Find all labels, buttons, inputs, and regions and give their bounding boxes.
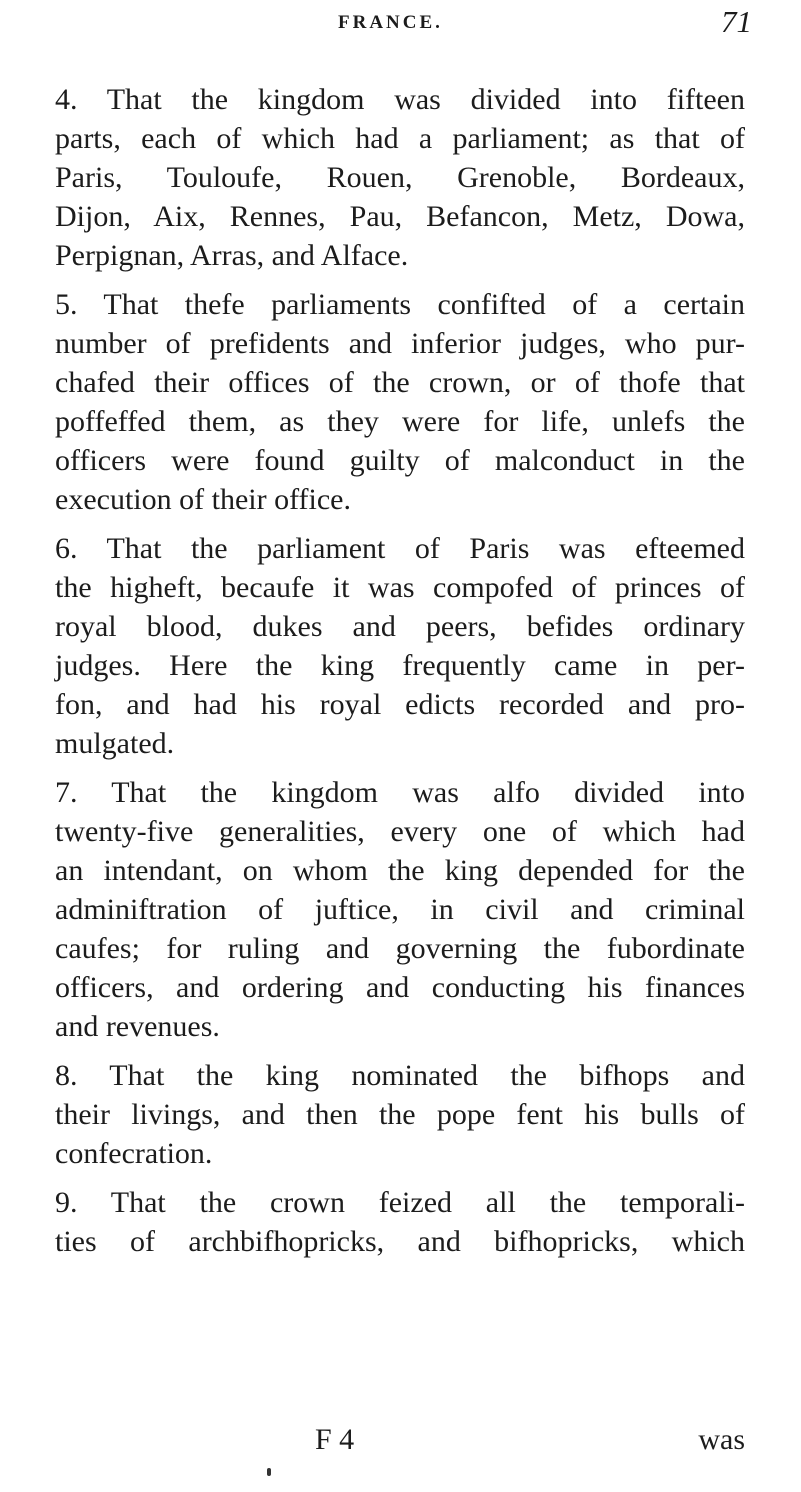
paragraph-5 [55,285,745,519]
text-line: chafed their offices of the crown, or of thofe that [55,366,745,399]
text-line: ties of archbifhopricks, and bifhopricks, which [55,1225,745,1258]
text-line: execution of their office. [55,483,351,516]
text-line: poffeffed them, as they were for life, unlefs the [55,405,745,438]
ink-speck [267,1468,271,1476]
paragraph-7 [55,773,745,1046]
text-line: fon, and had his royal edicts recorded and pro- [55,688,745,721]
text-line: confecration. [55,1137,213,1170]
text-line: Dijon, Aix, Rennes, Pau, Befancon, Metz, Dowa, [55,200,745,233]
text-line: judges. Here the king frequently came in per- [55,649,745,682]
text-line: mulgated. [55,727,175,760]
text-line: the higheft, becaufe it was compofed of princes of [55,571,745,604]
text-line: 7. That the kingdom was alfo divided into [55,776,745,809]
text-line: officers were found guilty of malconduct in the [55,444,745,477]
text-line: 8. That the king nominated the bifhops and [55,1059,745,1092]
text-line: parts, each of which had a parliament; as that of [55,122,745,155]
signature-mark: F 4 [315,1423,355,1456]
text-line: twenty-five generalities, every one of which had [55,815,745,848]
text-line: 6. That the parliament of Paris was efteemed [55,532,745,565]
text-line: caufes; for ruling and governing the fubordinate [55,932,745,965]
text-line: officers, and ordering and conducting his finances [55,971,745,1004]
page-number: 71 [721,4,752,39]
text-line: number of prefidents and inferior judges, who pur- [55,327,745,360]
body-text [55,28,745,1271]
text-line: 9. That the crown feized all the temporali- [55,1186,745,1219]
text-line: adminiftration of juftice, in civil and criminal [55,893,745,926]
page-footer [55,1423,745,1463]
text-line: 5. That thefe parliaments confifted of a certain [55,288,745,321]
paragraph-6 [55,529,745,763]
text-line: Paris, Touloufe, Rouen, Grenoble, Bordeaux, [55,161,745,194]
paragraph-8 [55,1056,745,1173]
text-line: Perpignan, Arras, and Alface. [55,239,409,272]
paragraph-4 [55,80,745,275]
running-title: FRANCE. [338,12,443,33]
text-line: and revenues. [55,1010,220,1043]
paragraph-9 [55,1183,745,1261]
text-line: their livings, and then the pope fent his bulls of [55,1098,745,1131]
text-line: 4. That the kingdom was divided into fifteen [55,83,745,116]
catchword: was [698,1423,745,1456]
text-line: royal blood, dukes and peers, befides ordinary [55,610,745,643]
text-line: an intendant, on whom the king depended for the [55,854,745,887]
